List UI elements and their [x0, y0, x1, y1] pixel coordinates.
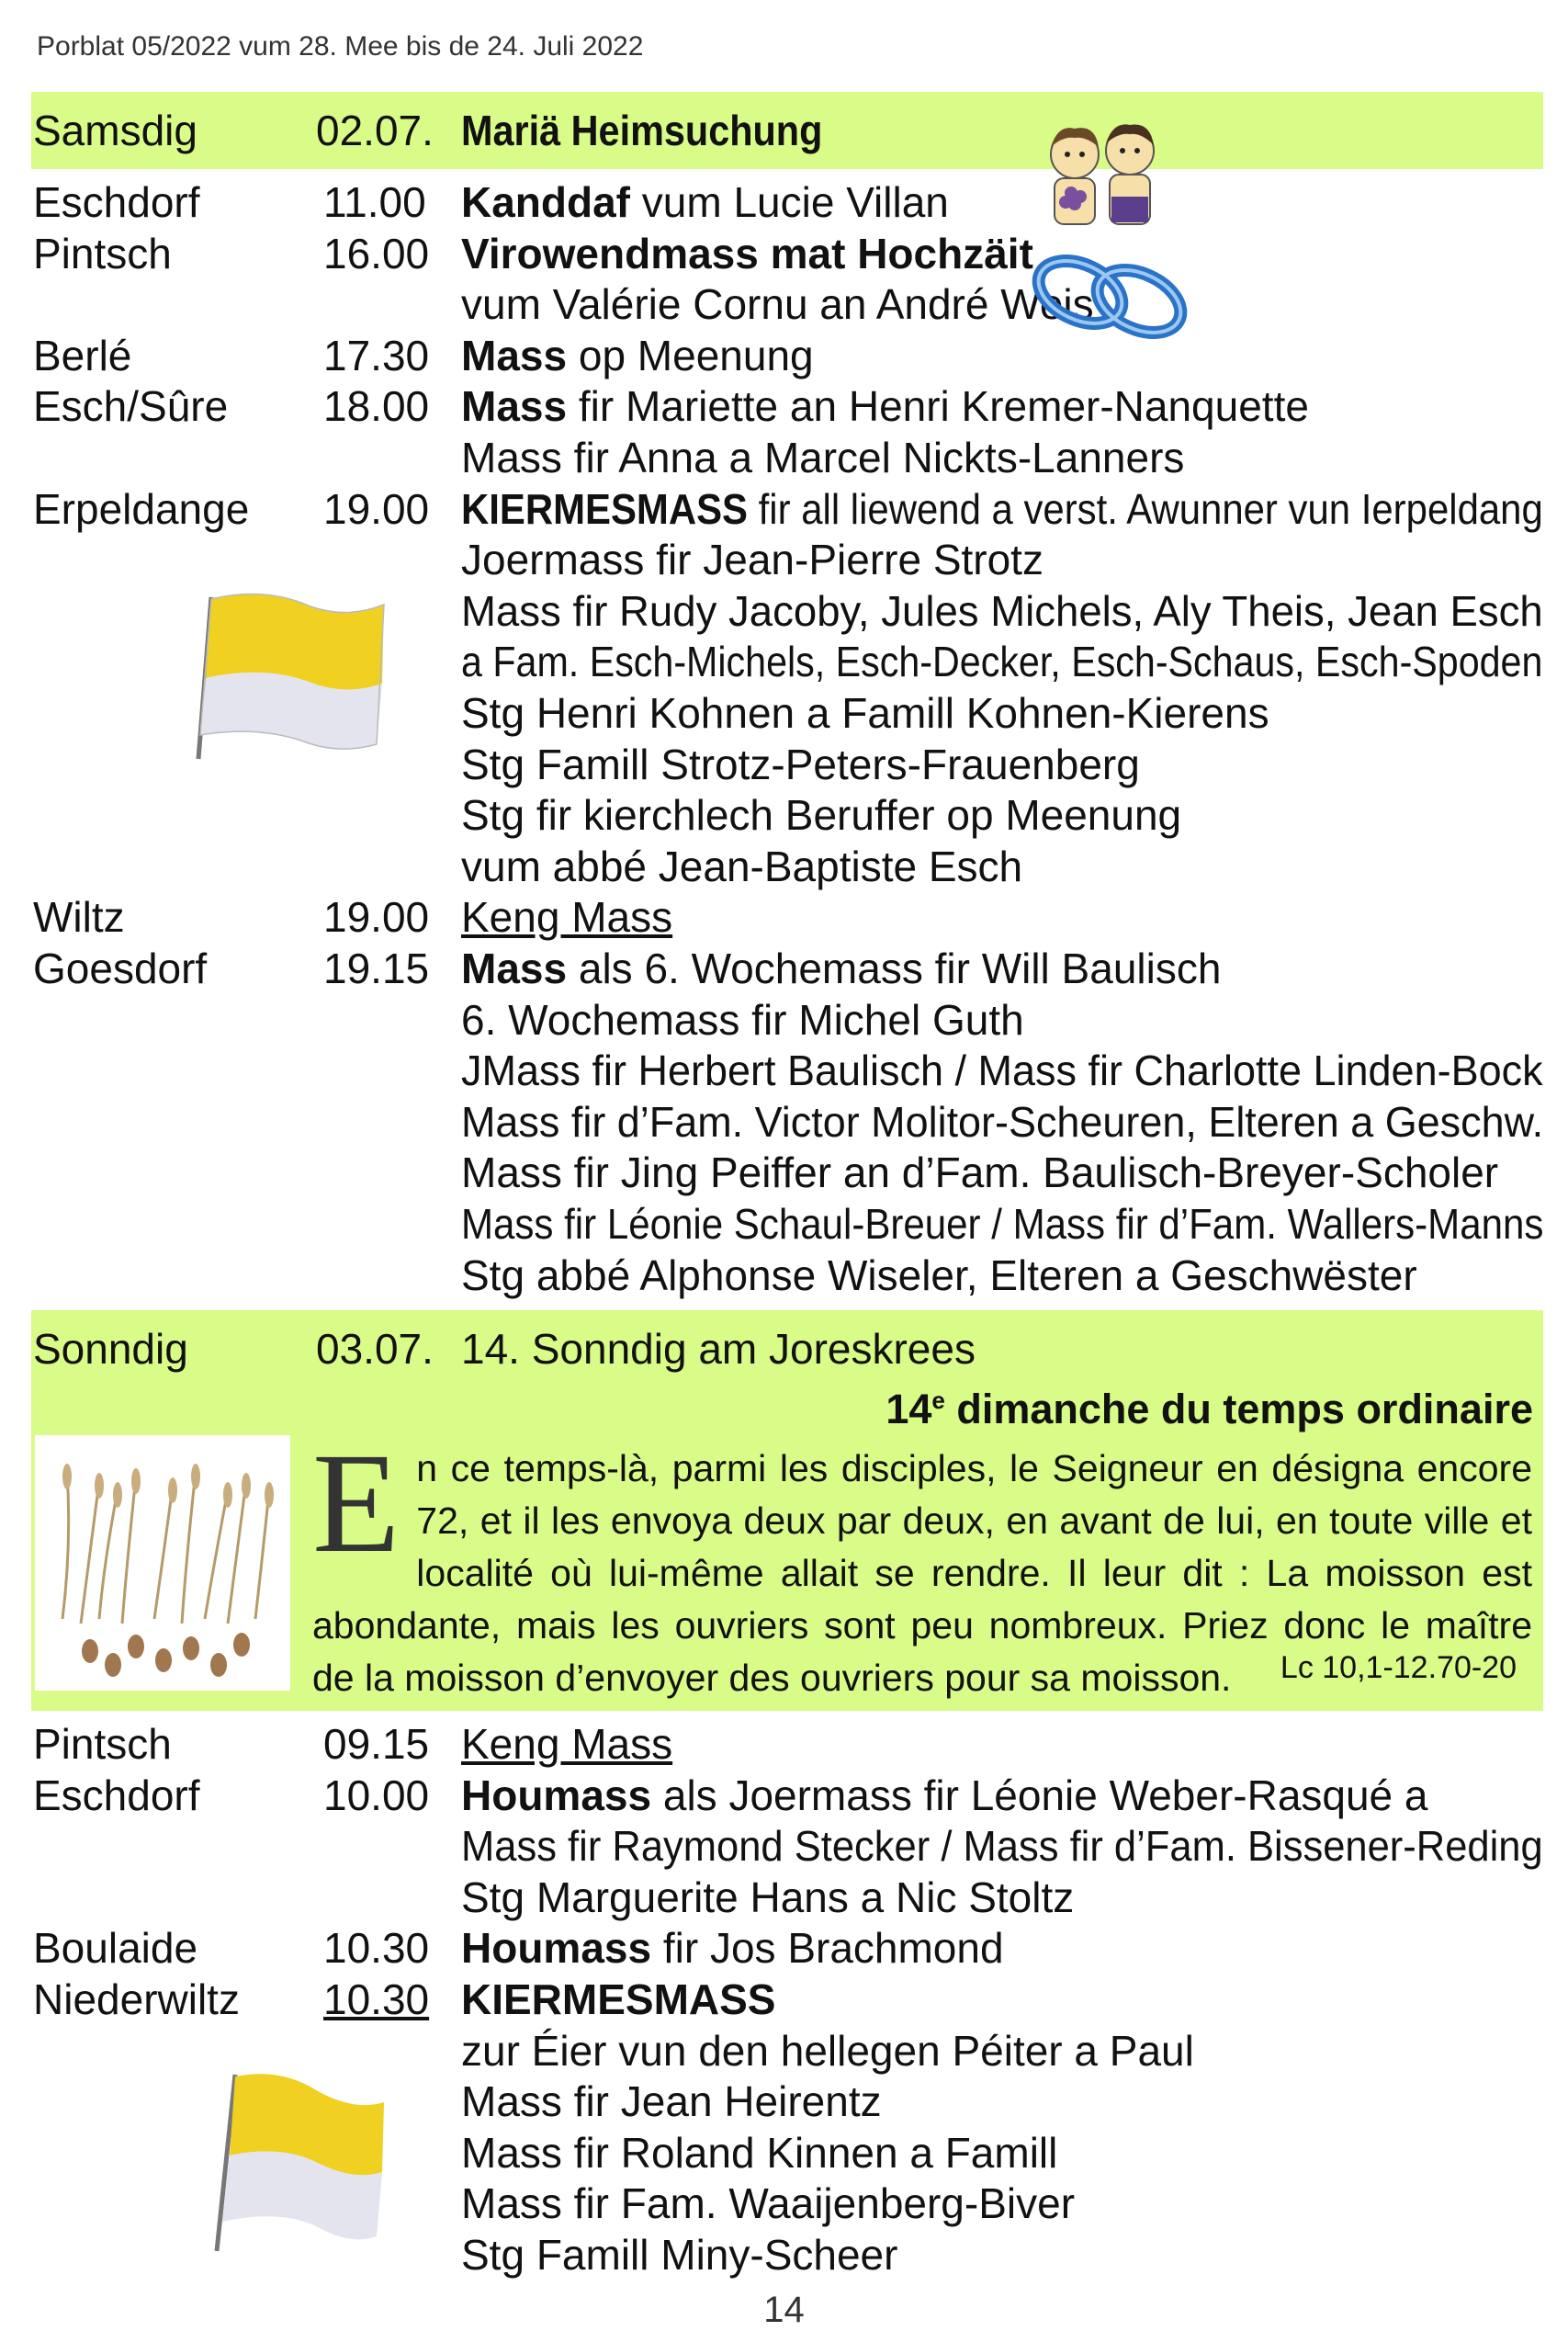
gospel-reference: Lc 10,1-12.70-20 — [1280, 1650, 1517, 1685]
schedule-description — [461, 943, 1221, 994]
sunday-feast: 14. Sonndig am Joreskrees — [461, 1325, 976, 1373]
schedule-detail: Mass fir Raymond Stecker / Mass fir d’Fam. Bissener-Reding — [461, 1822, 1543, 1871]
mass-intention: fir Jos Brachmond — [651, 1924, 1004, 1973]
saturday-day: Samsdig — [33, 107, 197, 154]
schedule-description — [461, 1718, 672, 1770]
mass-type: KIERMESMASS — [461, 484, 749, 533]
schedule-continuation — [461, 739, 1140, 790]
schedule-place: Boulaide — [33, 1924, 198, 1973]
schedule-continuation — [461, 789, 1181, 841]
schedule-detail: vum Valérie Cornu an André Weis — [461, 280, 1094, 329]
sunday-date: 03.07. — [316, 1325, 434, 1373]
page-number: 14 — [763, 2290, 805, 2330]
schedule-continuation — [461, 2178, 1075, 2229]
schedule-detail: Mass fir Anna a Marcel Nickts-Lanners — [461, 434, 1185, 481]
schedule-continuation — [461, 1872, 1074, 1923]
schedule-detail: Joermass fir Jean-Pierre Strotz — [461, 536, 1043, 584]
schedule-place: Goesdorf — [33, 945, 208, 992]
mass-type: Virowendmass mat Hochzäit — [461, 229, 1033, 277]
schedule-continuation — [461, 278, 1094, 330]
papal-flag-icon — [154, 588, 402, 763]
schedule-place: Niederwiltz — [33, 1975, 240, 2023]
schedule-continuation — [461, 534, 1043, 585]
mass-type: Mass — [461, 945, 568, 992]
schedule-description — [461, 1770, 1428, 1821]
schedule-continuation — [461, 2229, 897, 2280]
schedule-place: Wiltz — [33, 893, 125, 942]
children-icon — [1031, 119, 1174, 228]
schedule-continuation — [461, 585, 1554, 637]
mass-intention: als Joermass fir Léonie Weber-Rasqué a — [651, 1771, 1428, 1819]
schedule-description — [461, 891, 672, 943]
schedule-place: Pintsch — [33, 229, 172, 277]
mass-intention: op Meenung — [567, 331, 814, 379]
schedule-time: 18.00 — [323, 382, 430, 431]
no-mass-note: Keng Mass — [461, 893, 673, 942]
mass-type: KIERMESMASS — [461, 1975, 776, 2023]
schedule-description — [461, 330, 814, 381]
schedule-continuation — [461, 841, 1022, 892]
schedule-description — [461, 1922, 1004, 1974]
papal-flag-icon — [180, 2071, 400, 2255]
sunday-day: Sonndig — [33, 1325, 188, 1373]
schedule-detail: vum abbé Jean-Baptiste Esch — [461, 842, 1023, 890]
schedule-continuation — [461, 1820, 1568, 1872]
schedule-description — [461, 1974, 775, 2025]
schedule-description — [461, 380, 1309, 432]
schedule-detail: a Fam. Esch-Michels, Esch-Decker, Esch-Schaus, Esch-Spoden — [461, 638, 1543, 686]
mass-type: Houmass — [461, 1771, 652, 1819]
gospel-text: En ce temps-là, parmi les disciples, le Seigneur en désigna encore 72, et il les envoya deux par deux, en avant de lui, en toute ville et localité où lui-même allait se rendre. Il leur dit : La moisson est abondante, mais les ouvriers sont peu nombreux. Priez donc le maître de la moisson d’envoyer des ouvriers pour sa moisson. — [312, 1423, 1532, 1699]
schedule-continuation — [461, 1147, 1498, 1198]
schedule-time: 11.00 — [323, 178, 426, 226]
gospel-dropcap: E — [312, 1423, 400, 1582]
schedule-detail: Mass fir d’Fam. Victor Molitor-Scheuren, Elteren a Geschw. — [461, 1097, 1544, 1146]
schedule-continuation — [461, 687, 1269, 739]
schedule-continuation — [461, 2076, 882, 2127]
schedule-time: 19.00 — [323, 893, 430, 942]
mass-type: Kanddaf — [461, 178, 630, 226]
schedule-description — [461, 228, 1033, 279]
schedule-detail: Mass fir Rudy Jacoby, Jules Michels, Aly Theis, Jean Esch — [461, 586, 1543, 635]
schedule-time: 10.00 — [323, 1771, 430, 1819]
schedule-detail: Stg Marguerite Hans a Nic Stoltz — [461, 1873, 1075, 1921]
schedule-place: Pintsch — [33, 1720, 172, 1768]
mass-type: Houmass — [461, 1924, 652, 1973]
schedule-detail: Stg fir kierchlech Beruffer op Meenung — [461, 791, 1182, 840]
sunday-subtitle: 14e dimanche du temps ordinaire — [886, 1386, 1533, 1432]
schedule-place: Eschdorf — [33, 178, 200, 226]
schedule-continuation — [461, 432, 1184, 483]
no-mass-note: Keng Mass — [461, 1720, 673, 1768]
schedule-time: 10.30 — [323, 1924, 430, 1973]
schedule-place: Esch/Sûre — [33, 382, 229, 431]
saturday-feast: Mariä Heimsuchung — [461, 107, 823, 154]
schedule-continuation — [461, 636, 1568, 687]
mass-intention: fir Mariette an Henri Kremer-Nanquette — [567, 382, 1309, 431]
schedule-detail: Stg Henri Kohnen a Famill Kohnen-Kierens — [461, 689, 1269, 737]
schedule-description — [461, 483, 1568, 535]
schedule-place: Erpeldange — [33, 484, 250, 533]
schedule-continuation — [461, 2127, 1057, 2178]
schedule-place: Eschdorf — [33, 1771, 200, 1819]
schedule-detail: 6. Wochemass fir Michel Guth — [461, 995, 1024, 1044]
schedule-time: 10.30 — [323, 1975, 430, 2023]
schedule-detail: Mass fir Léonie Schaul-Breuer / Mass fir d’Fam. Wallers-Manns — [461, 1200, 1544, 1248]
mass-intention: als 6. Wochemass fir Will Baulisch — [567, 945, 1222, 992]
mass-type: Mass — [461, 382, 568, 431]
schedule-continuation — [461, 1198, 1568, 1250]
mass-type: Mass — [461, 331, 568, 379]
schedule-detail: Mass fir Roland Kinnen a Famill — [461, 2128, 1058, 2177]
schedule-time: 19.15 — [323, 945, 430, 992]
schedule-detail: Mass fir Jing Peiffer an d’Fam. Baulisch-Breyer-Scholer — [461, 1149, 1499, 1197]
schedule-description — [461, 176, 949, 228]
wedding-rings-icon — [1023, 241, 1198, 351]
schedule-continuation — [461, 994, 1024, 1046]
schedule-detail: JMass fir Herbert Baulisch / Mass fir Charlotte Linden-Bock — [461, 1047, 1543, 1095]
schedule-detail: Stg Famill Strotz-Peters-Frauenberg — [461, 740, 1140, 788]
schedule-time: 09.15 — [323, 1720, 430, 1768]
saturday-date: 02.07. — [316, 107, 434, 154]
schedule-detail: Mass fir Jean Heirentz — [461, 2077, 882, 2126]
schedule-continuation — [461, 1045, 1567, 1096]
schedule-time: 16.00 — [323, 229, 430, 277]
mass-intention: fir all liewend a verst. Awunner vun Ierpeldang — [748, 484, 1543, 533]
schedule-continuation — [461, 2025, 1194, 2076]
schedule-detail: Stg Famill Miny-Scheer — [461, 2231, 898, 2279]
schedule-time: 17.30 — [323, 331, 430, 379]
schedule-detail: Stg abbé Alphonse Wiseler, Elteren a Geschwëster — [461, 1250, 1417, 1299]
schedule-time: 19.00 — [323, 484, 430, 533]
page-header: Porblat 05/2022 vum 28. Mee bis de 24. Juli 2022 — [37, 31, 644, 62]
schedule-continuation — [461, 1096, 1568, 1148]
schedule-detail: zur Éier vun den hellegen Péiter a Paul — [461, 2026, 1194, 2075]
schedule-continuation — [461, 1250, 1417, 1301]
mass-intention: vum Lucie Villan — [630, 178, 949, 226]
schedule-detail: Mass fir Fam. Waaijenberg-Biver — [461, 2179, 1076, 2228]
schedule-place: Berlé — [33, 331, 132, 379]
wheat-field-icon — [35, 1435, 290, 1691]
